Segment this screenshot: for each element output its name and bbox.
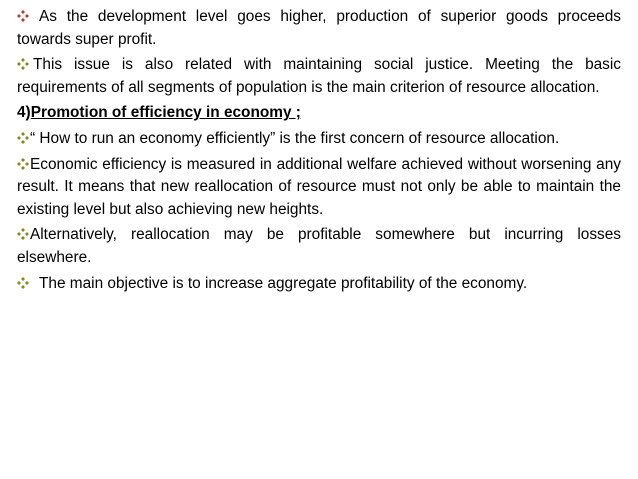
bullet-paragraph-2 xyxy=(17,54,621,99)
four-diamond-bullet-icon xyxy=(17,158,29,170)
four-diamond-bullet-icon xyxy=(17,228,29,240)
four-diamond-bullet-icon xyxy=(17,277,29,289)
bullet-paragraph-6 xyxy=(17,273,621,296)
paragraph-text: “ How to run an economy efficiently” is the first concern of resource allocation. xyxy=(30,129,560,147)
bullet-paragraph-5 xyxy=(17,224,621,269)
bullet-paragraph-1 xyxy=(17,6,621,51)
four-diamond-bullet-icon xyxy=(17,10,29,22)
section-heading xyxy=(17,102,621,125)
paragraph-text: Alternatively, reallocation may be profitable somewhere but incurring losses elsewhere. xyxy=(17,226,621,266)
four-diamond-bullet-icon xyxy=(17,132,29,144)
bullet-paragraph-4 xyxy=(17,154,621,222)
bullet-paragraph-3 xyxy=(17,128,621,151)
paragraph-text: As the development level goes higher, production of superior goods proceeds towards super profit. xyxy=(17,8,621,48)
four-diamond-bullet-icon xyxy=(17,58,29,70)
paragraph-text: Economic efficiency is measured in additional welfare achieved without worsening any result. It means that new reallocation of resource must not only be able to maintain the existing level but also achieving new heights. xyxy=(17,155,621,218)
paragraph-text: This issue is also related with maintaining social justice. Meeting the basic requirements of all segments of population is the main criterion of resource allocation. xyxy=(17,56,621,96)
heading-title: Promotion of efficiency in economy ; xyxy=(30,104,301,122)
paragraph-text: The main objective is to increase aggregate profitability of the economy. xyxy=(39,274,528,292)
heading-number: 4) xyxy=(17,104,31,122)
slide-content xyxy=(17,6,621,298)
